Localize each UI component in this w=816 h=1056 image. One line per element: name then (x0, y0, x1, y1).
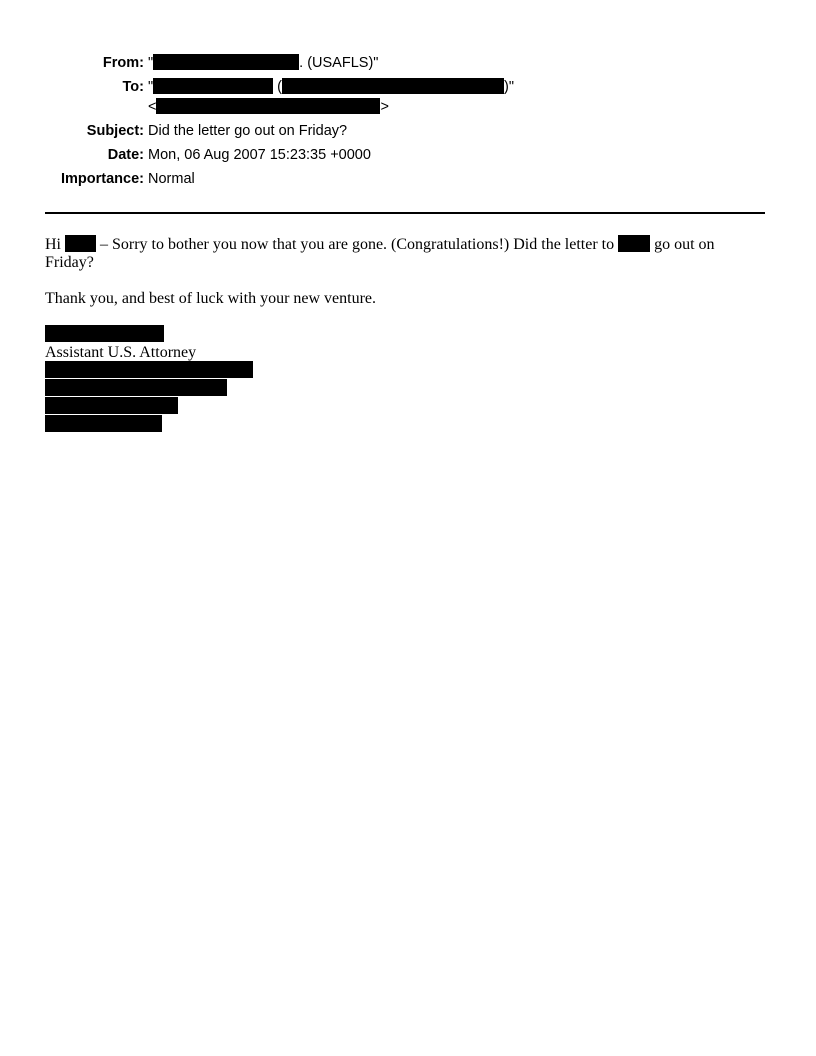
redaction-box (156, 98, 380, 114)
thanks-paragraph: Thank you, and best of luck with your new venture. (45, 290, 377, 307)
subject-label: Subject: (86, 123, 144, 139)
importance-value: Normal (148, 171, 195, 187)
message-paragraph (45, 235, 745, 272)
to-address: < > (148, 99, 389, 115)
importance-label: Importance: (61, 171, 144, 187)
signature-redaction-line (45, 379, 227, 396)
to-row (0, 78, 816, 96)
email-header (0, 0, 816, 200)
signature-redaction-line (45, 361, 253, 378)
from-value: " . (USAFLS)" (148, 55, 379, 71)
signature-title: Assistant U.S. Attorney (45, 344, 197, 361)
date-label: Date: (107, 147, 144, 163)
header-divider (45, 212, 765, 214)
from-row (0, 54, 816, 72)
importance-row (0, 170, 816, 188)
redaction-box (65, 235, 96, 252)
from-label: From: (102, 55, 144, 71)
signature-name-redaction (45, 325, 164, 342)
to-row-address (0, 98, 816, 116)
message-line: Hi – Sorry to bother you now that you are gone. (Congratulations!) Did the letter to go out on (45, 236, 715, 253)
message-line: Friday? (45, 254, 94, 271)
subject-value: Did the letter go out on Friday? (148, 123, 348, 139)
date-value: Mon, 06 Aug 2007 15:23:35 +0000 (148, 147, 371, 163)
redaction-box (153, 78, 273, 94)
to-value: " ( )" (148, 79, 514, 95)
subject-row (0, 122, 816, 140)
date-row (0, 146, 816, 164)
redaction-box (618, 235, 650, 252)
signature-redaction-line (45, 415, 162, 432)
redaction-box (282, 78, 504, 94)
signature-redaction-line (45, 397, 178, 414)
to-label: To: (122, 79, 144, 95)
redaction-box (153, 54, 299, 70)
